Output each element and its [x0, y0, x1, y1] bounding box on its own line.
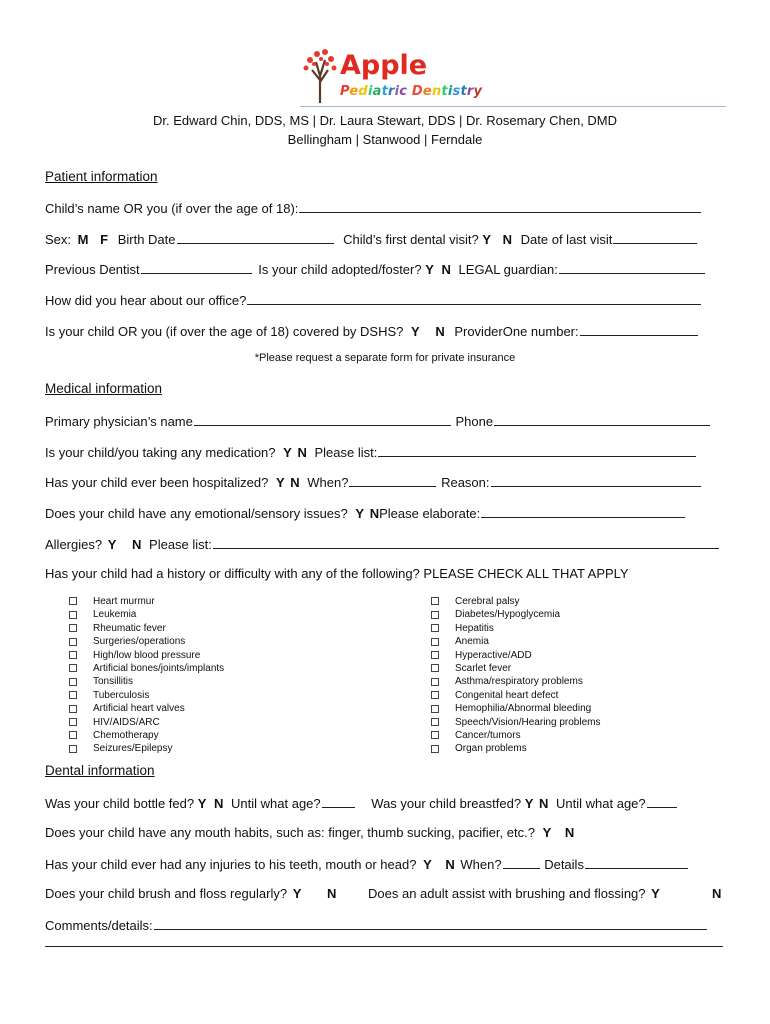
tagline-letter: n	[431, 84, 442, 99]
checkbox[interactable]	[69, 691, 77, 699]
condition-item	[431, 689, 600, 702]
header-rule	[300, 106, 726, 107]
first-visit-n[interactable]: N	[502, 232, 513, 247]
condition-label: Hyperactive/ADD	[455, 649, 532, 661]
condition-item	[431, 662, 600, 675]
injuries-y[interactable]: Y	[423, 857, 432, 872]
row-mouth-habits: Does your child have any mouth habits, such as: finger, thumb sucking, pacifier, etc.? Y N	[45, 825, 575, 840]
birth-date-field[interactable]	[177, 230, 334, 244]
checkbox[interactable]	[431, 651, 439, 659]
row-brush-floss: Does your child brush and floss regularly? Y N Does an adult assist with brushing and flossing? Y N	[45, 886, 722, 901]
checkbox[interactable]	[431, 638, 439, 646]
condition-label: Chemotherapy	[93, 730, 159, 742]
row-dshs: Is your child OR you (if over the age of 18) covered by DSHS? Y N ProviderOne number:	[45, 322, 699, 339]
condition-label: Surgeries/operations	[93, 636, 186, 648]
condition-item	[69, 689, 224, 702]
brand-tagline	[340, 84, 482, 99]
condition-item	[69, 729, 224, 742]
logo	[300, 46, 483, 106]
assist-y[interactable]: Y	[651, 886, 660, 901]
condition-label: Organ problems	[455, 743, 527, 755]
breastfed-n[interactable]: N	[539, 796, 549, 811]
condition-label: Tuberculosis	[93, 689, 150, 701]
row-emotional: Does your child have any emotional/sensory issues? Y NPlease elaborate:	[45, 504, 686, 521]
dshs-y[interactable]: Y	[411, 324, 420, 339]
tagline-letter: D	[411, 84, 423, 99]
condition-label: Heart murmur	[93, 596, 155, 607]
child-name-field[interactable]	[299, 199, 701, 213]
condition-item	[69, 622, 224, 635]
medication-n[interactable]: N	[297, 445, 307, 460]
previous-dentist-field[interactable]	[141, 260, 252, 274]
checkbox[interactable]	[69, 638, 77, 646]
brush-n[interactable]: N	[327, 886, 337, 901]
injuries-details-field[interactable]	[585, 855, 688, 869]
section-dental-info: Dental information	[45, 763, 155, 778]
condition-item	[431, 702, 600, 715]
condition-item	[431, 742, 600, 755]
condition-label: Speech/Vision/Hearing problems	[455, 716, 601, 728]
tagline-letter: s	[452, 84, 461, 99]
checkbox[interactable]	[431, 705, 439, 713]
tagline-letter: t	[441, 84, 448, 99]
row-previous-dentist: Previous Dentist Is your child adopted/foster? Y N LEGAL guardian:	[45, 260, 706, 277]
sex-m-option[interactable]: M	[77, 232, 89, 247]
condition-item	[69, 675, 224, 688]
adopted-y[interactable]: Y	[425, 262, 434, 277]
doctor-names: Dr. Edward Chin, DDS, MS | Dr. Laura Stewart, DDS | Dr. Rosemary Chen, DMD	[152, 113, 618, 128]
tagline-letter: i	[447, 84, 453, 99]
condition-label: Cerebral palsy	[455, 596, 520, 607]
checkbox[interactable]	[69, 624, 77, 632]
checkbox[interactable]	[431, 624, 439, 632]
tagline-letter: i	[394, 84, 400, 99]
habits-n[interactable]: N	[564, 825, 575, 840]
last-visit-field[interactable]	[613, 230, 697, 244]
bottle-age-field[interactable]	[322, 794, 355, 808]
brush-y[interactable]: Y	[292, 886, 302, 901]
row-physician: Primary physician’s name Phone	[45, 412, 711, 429]
row-bottle-fed: Was your child bottle fed? Y N Until what age? Was your child breastfed? Y N Until what age?	[45, 794, 678, 811]
condition-label: HIV/AIDS/ARC	[93, 716, 160, 728]
comments-field[interactable]	[154, 916, 707, 930]
condition-item	[69, 595, 224, 608]
injuries-n[interactable]: N	[445, 857, 455, 872]
injuries-when-field[interactable]	[503, 855, 540, 869]
office-locations: Bellingham | Stanwood | Ferndale	[287, 132, 483, 147]
tagline-letter: P	[340, 84, 350, 99]
section-medical-info: Medical information	[45, 381, 163, 396]
checkbox[interactable]	[431, 731, 439, 739]
condition-item	[431, 622, 600, 635]
tagline-letter: c	[399, 84, 408, 99]
tagline-letter: t	[381, 84, 388, 99]
condition-label: Tonsillitis	[93, 676, 134, 688]
condition-label: Scarlet fever	[455, 663, 512, 675]
provider-one-field[interactable]	[580, 322, 698, 336]
hospitalized-when-field[interactable]	[349, 473, 436, 487]
checkbox[interactable]	[69, 718, 77, 726]
row-medication: Is your child/you taking any medication? Y N Please list:	[45, 443, 697, 460]
condition-item	[69, 742, 224, 755]
condition-label: Leukemia	[93, 609, 137, 621]
breastfed-y[interactable]: Y	[524, 796, 534, 811]
condition-item	[431, 729, 600, 742]
medication-y[interactable]: Y	[283, 445, 292, 460]
condition-label: Congenital heart defect	[455, 689, 559, 701]
checkbox[interactable]	[69, 678, 77, 686]
condition-item	[69, 649, 224, 662]
checkbox[interactable]	[431, 597, 439, 605]
condition-label: Artificial bones/joints/implants	[93, 663, 225, 675]
habits-y[interactable]: Y	[542, 825, 552, 840]
hospitalized-y[interactable]: Y	[275, 475, 285, 490]
checkbox[interactable]	[431, 718, 439, 726]
adopted-n[interactable]: N	[441, 262, 451, 277]
emotional-elaborate-field[interactable]	[481, 504, 685, 518]
condition-item	[431, 608, 600, 621]
condition-label: Hemophilia/Abnormal bleeding	[455, 703, 592, 715]
checkbox[interactable]	[431, 691, 439, 699]
tagline-letter: r	[466, 84, 474, 99]
allergies-n[interactable]: N	[132, 537, 142, 552]
checkbox[interactable]	[431, 678, 439, 686]
checkbox[interactable]	[69, 705, 77, 713]
condition-item	[69, 662, 224, 675]
row-injuries: Has your child ever had any injuries to his teeth, mouth or head? Y N When? Details	[45, 855, 689, 872]
condition-label: Artificial heart valves	[93, 703, 185, 715]
tagline-letter: e	[422, 84, 432, 99]
legal-guardian-field[interactable]	[559, 260, 705, 274]
checkbox[interactable]	[69, 611, 77, 619]
checkbox[interactable]	[431, 664, 439, 672]
comments-field-line2[interactable]	[45, 946, 723, 947]
breastfed-age-field[interactable]	[647, 794, 677, 808]
condition-label: Cancer/tumors	[455, 730, 521, 742]
checkbox[interactable]	[69, 597, 77, 605]
condition-label: Asthma/respiratory problems	[455, 676, 583, 688]
condition-label: Hepatitis	[455, 622, 494, 634]
phone-field[interactable]	[494, 412, 710, 426]
physician-field[interactable]	[194, 412, 451, 426]
condition-label: High/low blood pressure	[93, 649, 201, 661]
emotional-y[interactable]: Y	[355, 506, 365, 521]
condition-item	[431, 635, 600, 648]
conditions-left	[69, 595, 224, 756]
row-sex: Sex: M F Birth Date Child’s first dental visit? Y N Date of last visit	[45, 230, 698, 247]
condition-item	[431, 716, 600, 729]
condition-item	[69, 635, 224, 648]
allergies-y[interactable]: Y	[107, 537, 117, 552]
condition-label: Seizures/Epilepsy	[93, 743, 173, 755]
tagline-letter: y	[473, 84, 483, 99]
row-hospitalized: Has your child ever been hospitalized? Y N When? Reason:	[45, 473, 702, 490]
tagline-letter: e	[349, 84, 359, 99]
checkbox[interactable]	[431, 611, 439, 619]
insurance-note: *Please request a separate form for private insurance	[254, 352, 516, 364]
medication-list-field[interactable]	[378, 443, 696, 457]
tagline-letter: r	[388, 84, 395, 99]
condition-label: Diabetes/Hypoglycemia	[455, 609, 561, 621]
condition-label: Rheumatic fever	[93, 622, 166, 634]
tagline-letter: t	[460, 84, 467, 99]
row-child-name: Child’s name OR you (if over the age of 18):	[45, 199, 702, 216]
checkbox[interactable]	[69, 664, 77, 672]
bottle-y[interactable]: Y	[197, 796, 207, 811]
emotional-n[interactable]: N	[369, 506, 380, 521]
tagline-letter: d	[358, 84, 368, 99]
condition-item	[69, 608, 224, 621]
dshs-n[interactable]: N	[435, 324, 445, 339]
condition-item	[69, 716, 224, 729]
checkbox[interactable]	[69, 745, 77, 753]
row-hear-about: How did you hear about our office?	[45, 291, 702, 308]
first-visit-y[interactable]: Y	[482, 232, 492, 247]
hospitalized-n[interactable]: N	[290, 475, 300, 490]
condition-item	[431, 649, 600, 662]
bottle-n[interactable]: N	[214, 796, 224, 811]
hear-about-field[interactable]	[247, 291, 701, 305]
assist-n[interactable]: N	[712, 886, 722, 901]
tagline-letter: a	[372, 84, 382, 99]
checkbox[interactable]	[69, 731, 77, 739]
condition-label: Anemia	[455, 636, 489, 648]
hospitalized-reason-field[interactable]	[491, 473, 701, 487]
brand-name: Apple	[340, 50, 428, 81]
checkbox[interactable]	[431, 745, 439, 753]
conditions-right	[431, 595, 600, 756]
condition-item	[431, 595, 600, 608]
condition-item	[69, 702, 224, 715]
sex-f-option[interactable]: F	[100, 232, 109, 247]
tagline-letter: i	[367, 84, 373, 99]
checkbox[interactable]	[69, 651, 77, 659]
history-prompt: Has your child had a history or difficulty with any of the following? PLEASE CHECK ALL THAT APPLY	[45, 566, 629, 581]
condition-item	[431, 675, 600, 688]
row-allergies: Allergies? Y N Please list:	[45, 535, 720, 552]
apple-tree-icon	[300, 46, 340, 104]
row-comments: Comments/details:	[45, 916, 708, 933]
section-patient-info: Patient information	[45, 169, 158, 184]
allergies-list-field[interactable]	[213, 535, 719, 549]
